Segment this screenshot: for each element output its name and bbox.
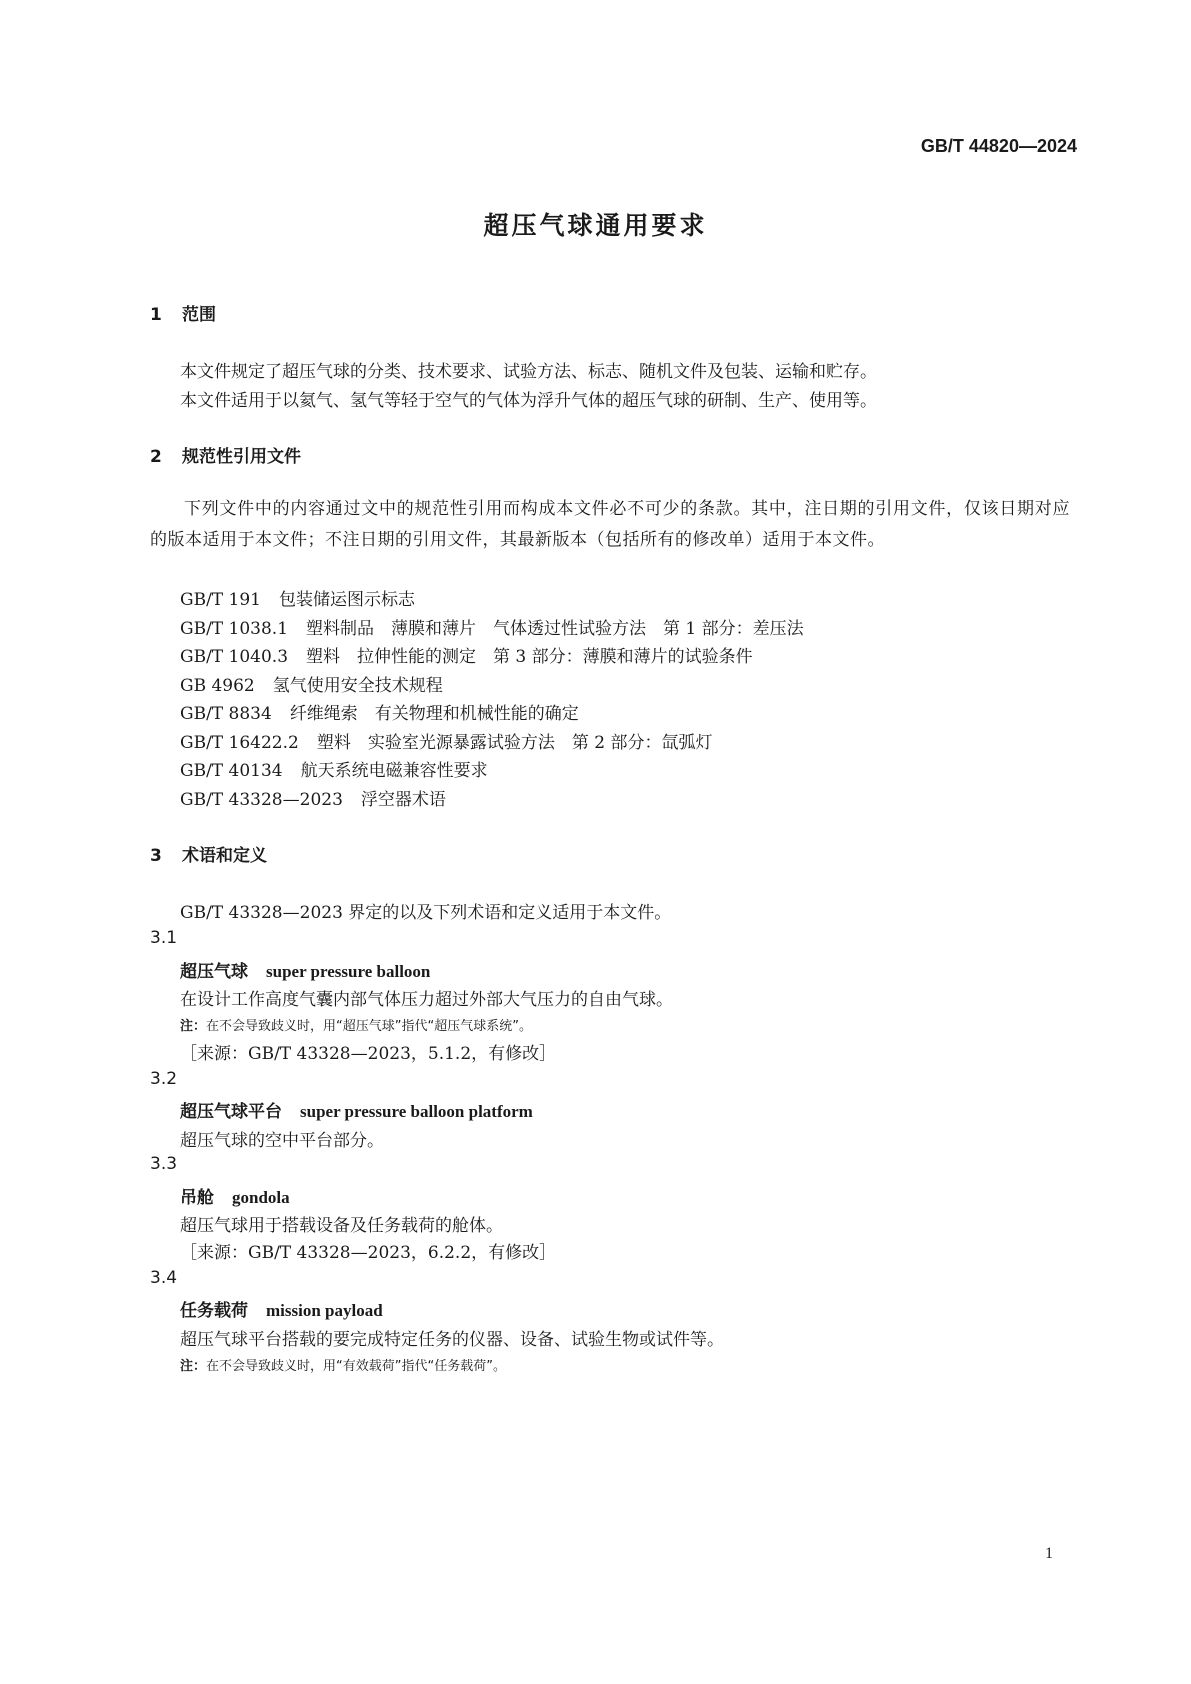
term-heading xyxy=(180,1296,383,1321)
term-number: 3.2 xyxy=(150,1069,178,1089)
section-title: 范围 xyxy=(182,305,216,325)
reference-title: 氢气使用安全技术规程 xyxy=(272,676,443,696)
reference-title: 纤维绳索 有关物理和机械性能的确定 xyxy=(289,704,579,724)
reference-item xyxy=(180,756,488,781)
section-2-heading xyxy=(150,442,301,467)
reference-code: GB/T 1040.3 xyxy=(180,647,289,667)
term-en: super pressure balloon xyxy=(266,962,431,981)
reference-item xyxy=(180,785,446,810)
note-label: 注： xyxy=(180,1359,207,1374)
reference-code: GB/T 43328—2023 xyxy=(180,790,343,810)
term-zh: 任务载荷 xyxy=(180,1301,248,1321)
note-label: 注： xyxy=(180,1019,207,1034)
term-definition: 在设计工作高度气囊内部气体压力超过外部大气压力的自由气球。 xyxy=(180,990,673,1010)
reference-item xyxy=(180,614,804,639)
reference-title: 塑料 实验室光源暴露试验方法 第 2 部分：氙弧灯 xyxy=(316,733,713,753)
reference-code: GB/T 16422.2 xyxy=(180,733,299,753)
scope-paragraph: 本文件规定了超压气球的分类、技术要求、试验方法、标志、随机文件及包装、运输和贮存。 xyxy=(180,362,877,382)
term-number: 3.4 xyxy=(150,1268,178,1288)
section-title: 术语和定义 xyxy=(182,846,267,866)
reference-title: 航天系统电磁兼容性要求 xyxy=(300,761,488,781)
term-zh: 超压气球 xyxy=(180,962,248,982)
reference-item xyxy=(180,585,415,610)
reference-code: GB/T 191 xyxy=(180,590,261,610)
normative-references-intro: 下列文件中的内容通过文中的规范性引用而构成本文件必不可少的条款。其中，注日期的引用文件，仅该日期对应的版本适用于本文件；不注日期的引用文件，其最新版本（包括所有的修改单）适用于本文件。 xyxy=(150,499,1070,550)
reference-code: GB/T 8834 xyxy=(180,704,272,724)
term-heading xyxy=(180,957,430,982)
page-number: 1 xyxy=(1045,1545,1053,1562)
term-source: ［来源：GB/T 43328—2023，5.1.2，有修改］ xyxy=(180,1044,557,1064)
term-definition: 超压气球平台搭载的要完成特定任务的仪器、设备、试验生物或试件等。 xyxy=(180,1330,724,1350)
note-text: 在不会导致歧义时，用“有效载荷”指代“任务载荷”。 xyxy=(206,1359,506,1374)
section-number: 1 xyxy=(150,305,162,325)
reference-item xyxy=(180,728,712,753)
document-title: 超压气球通用要求 xyxy=(483,211,708,240)
term-zh: 吊舱 xyxy=(180,1188,214,1208)
reference-title: 塑料制品 薄膜和薄片 气体透过性试验方法 第 1 部分：差压法 xyxy=(306,619,804,639)
standard-code: GB/T 44820—2024 xyxy=(920,136,1077,156)
reference-title: 塑料 拉伸性能的测定 第 3 部分：薄膜和薄片的试验条件 xyxy=(306,647,753,667)
term-note xyxy=(180,1355,506,1374)
term-definition: 超压气球的空中平台部分。 xyxy=(180,1131,384,1151)
term-heading xyxy=(180,1183,290,1208)
term-source: ［来源：GB/T 43328—2023，6.2.2，有修改］ xyxy=(180,1243,557,1263)
note-text: 在不会导致歧义时，用“超压气球”指代“超压气球系统”。 xyxy=(206,1019,532,1034)
section-number: 2 xyxy=(150,447,162,467)
term-definition: 超压气球用于搭载设备及任务载荷的舱体。 xyxy=(180,1216,503,1236)
terms-intro: GB/T 43328—2023 界定的以及下列术语和定义适用于本文件。 xyxy=(180,903,672,923)
section-title: 规范性引用文件 xyxy=(182,447,301,467)
reference-title: 浮空器术语 xyxy=(360,790,446,810)
reference-title: 包装储运图示标志 xyxy=(279,590,415,610)
section-1-heading xyxy=(150,300,216,325)
reference-item xyxy=(180,671,443,696)
term-en: gondola xyxy=(232,1188,290,1207)
section-number: 3 xyxy=(150,846,162,866)
section-3-heading xyxy=(150,841,267,866)
term-note xyxy=(180,1015,532,1034)
reference-item xyxy=(180,699,579,724)
term-en: super pressure balloon platform xyxy=(300,1102,533,1121)
term-number: 3.3 xyxy=(150,1154,178,1174)
reference-item xyxy=(180,642,753,667)
reference-code: GB 4962 xyxy=(180,676,255,696)
term-heading xyxy=(180,1097,533,1122)
term-en: mission payload xyxy=(266,1301,383,1320)
scope-paragraph: 本文件适用于以氦气、氢气等轻于空气的气体为浮升气体的超压气球的研制、生产、使用等。 xyxy=(180,391,877,411)
reference-code: GB/T 1038.1 xyxy=(180,619,289,639)
term-zh: 超压气球平台 xyxy=(180,1102,282,1122)
term-number: 3.1 xyxy=(150,928,178,948)
reference-code: GB/T 40134 xyxy=(180,761,283,781)
